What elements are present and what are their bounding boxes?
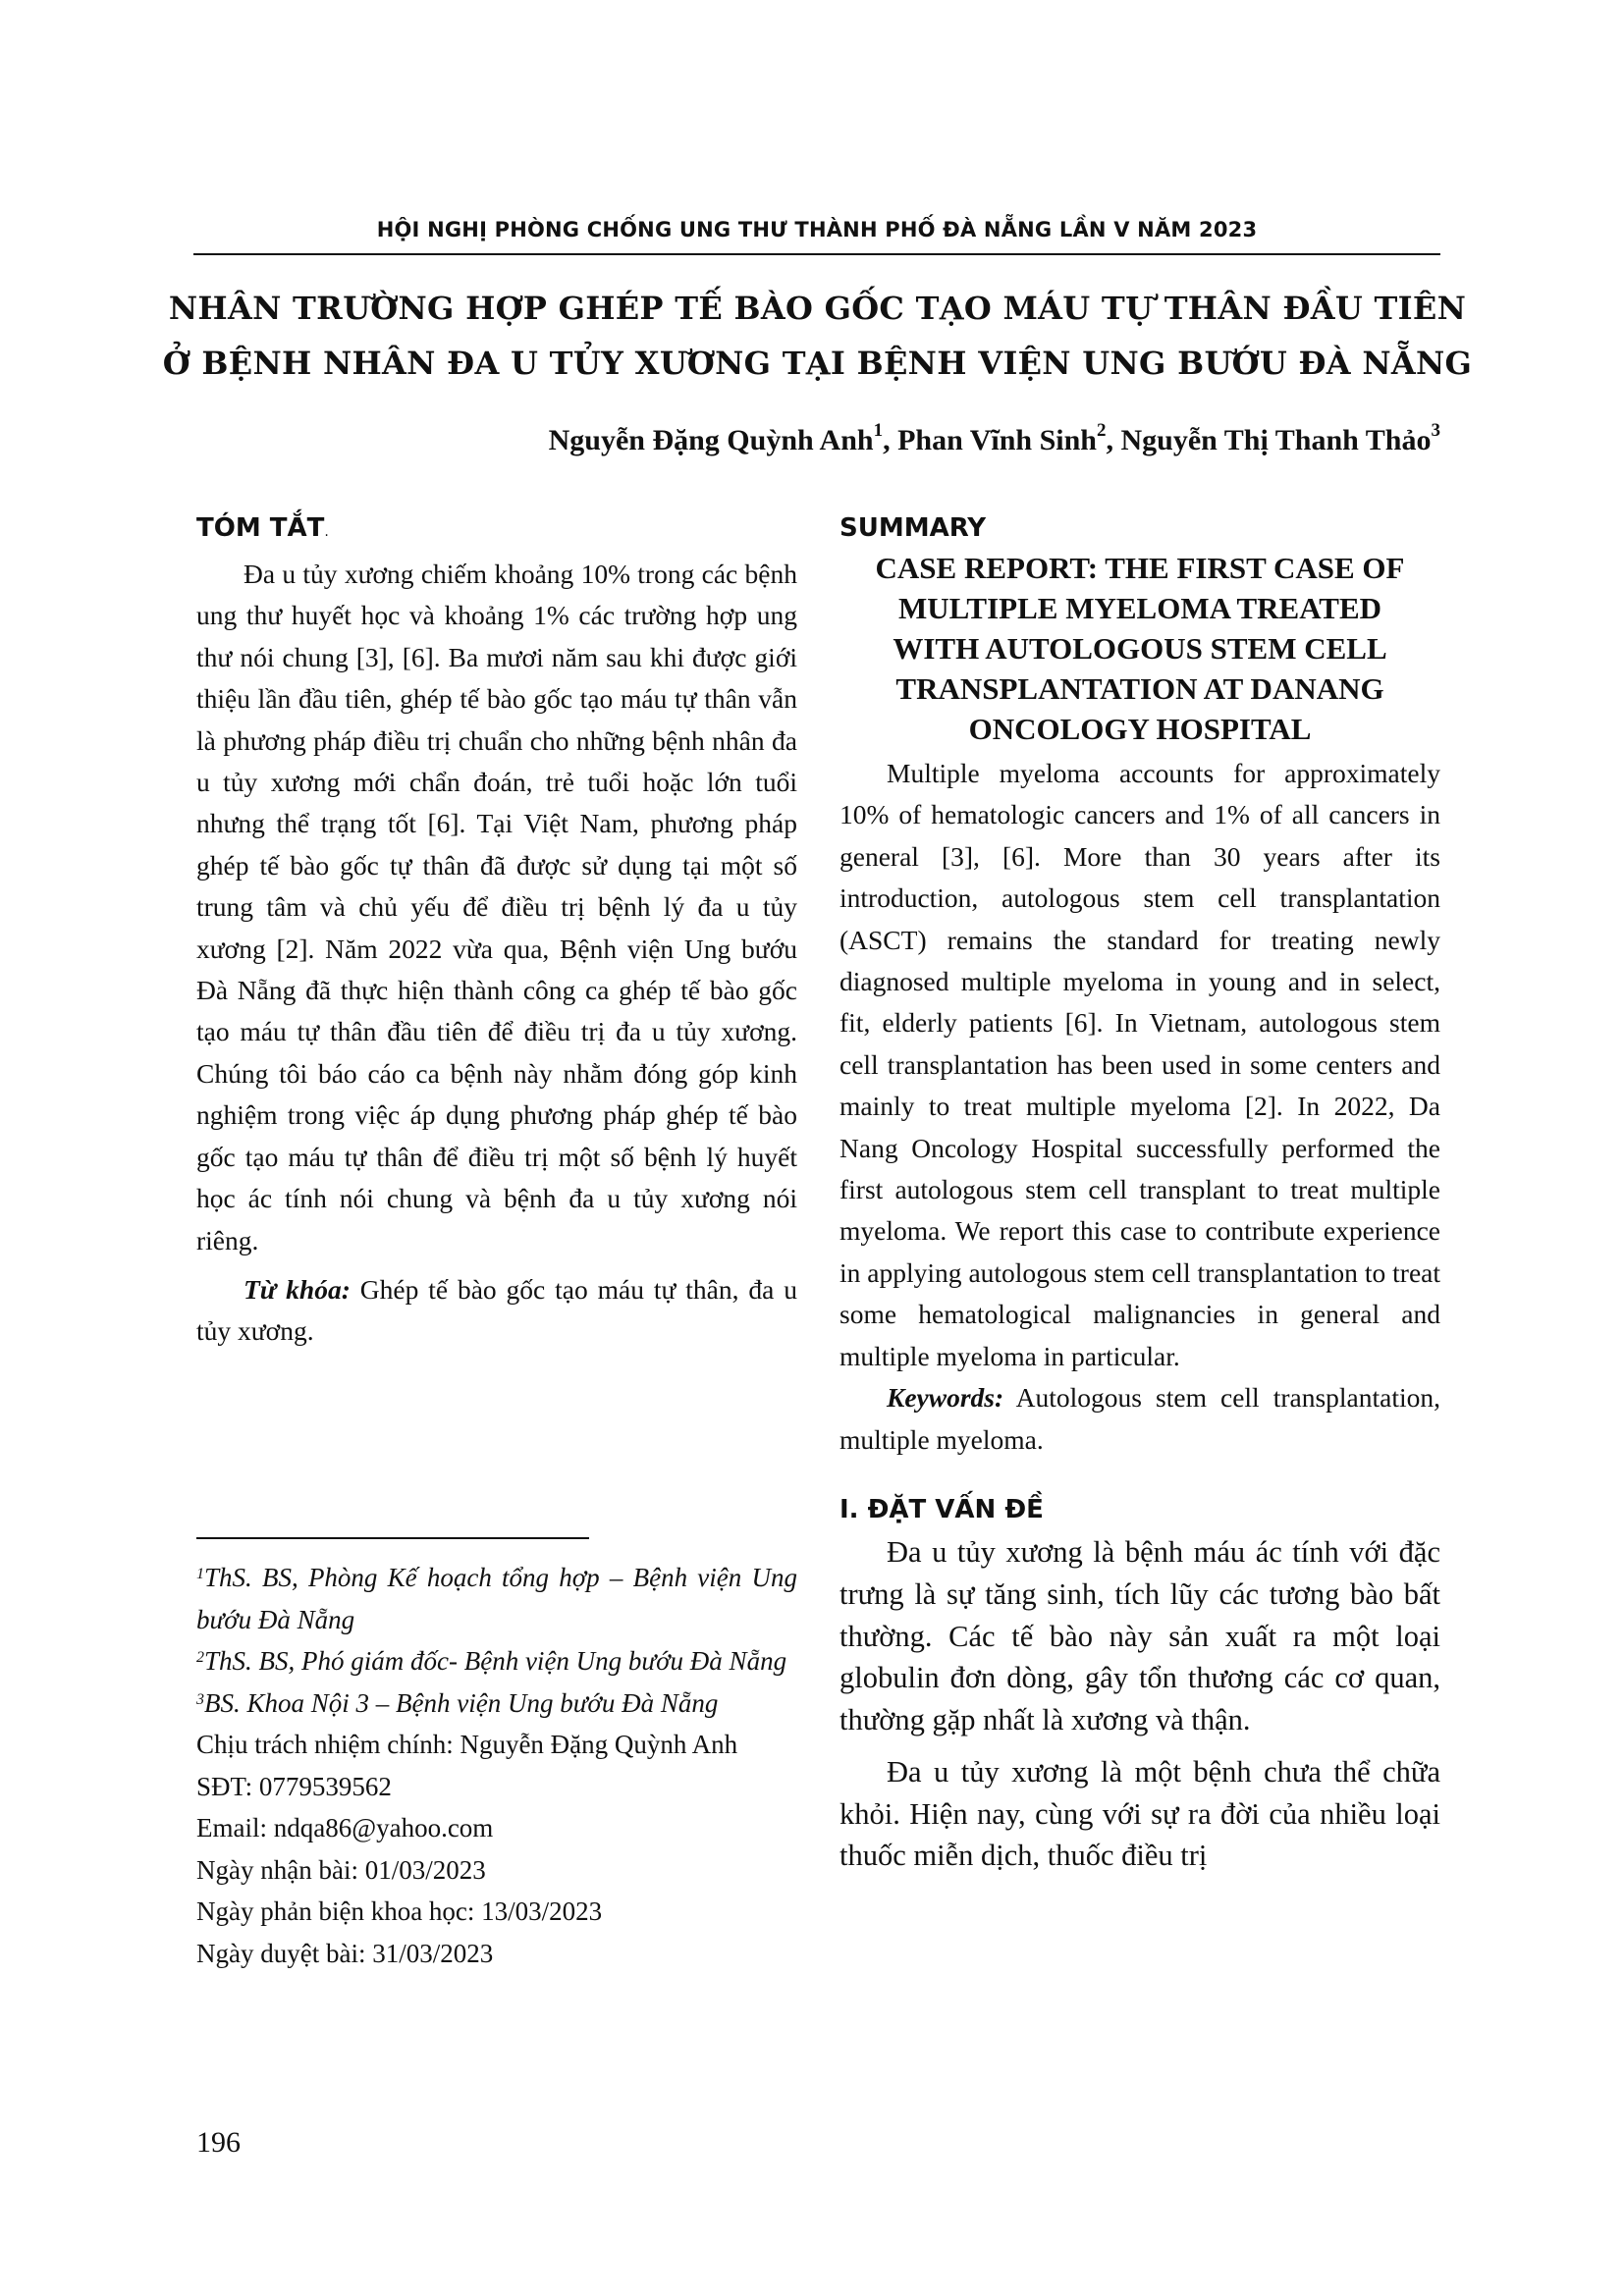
keywords-label: Từ khóa: [244,1273,351,1305]
corresponding-author: Chịu trách nhiệm chính: Nguyễn Đặng Quỳnh Anh [196,1730,738,1759]
author-affiliation-mark: 1 [873,420,884,441]
author-name: Nguyễn Đặng Quỳnh Anh [548,424,874,456]
keywords-text: Ghép tế bào gốc tạo máu tự thân, đa u tủy xương. [196,1273,797,1347]
footnotes [196,1557,797,1974]
review-date: Ngày phản biện khoa học: 13/03/2023 [196,1896,603,1926]
affiliation-mark: 1 [196,1566,204,1582]
abstract-en-heading: SUMMARY [839,513,987,543]
abstract-en-title-line: WITH AUTOLOGOUS STEM CELL [893,631,1387,666]
affiliation-note [196,1557,797,1640]
page-number: 196 [196,2126,241,2159]
phone-number: SĐT: 0779539562 [196,1771,392,1801]
introduction-paragraph: Đa u tủy xương là bệnh máu ác tính với đặc trưng là sự tăng sinh, tích lũy các tương bào bất thường. Các tế bào này sản xuất ra một loại globulin đơn dòng, gây tổn thương các cơ quan, thường gặp nhất là xương và thận. [839,1534,1440,1737]
article-title-line: NHÂN TRƯỜNG HỢP GHÉP TẾ BÀO GỐC TẠO MÁU TỰ THÂN ĐẦU TIÊN [168,290,1467,327]
affiliation-text: ThS. BS, Phó giám đốc- Bệnh viện Ung bướu Đà Nẵng [204,1646,787,1676]
author-list [548,420,1440,457]
abstract-vi-heading-dot: . [324,524,329,540]
article-title [147,281,1488,391]
author-affiliation-mark: 2 [1096,420,1107,441]
abstract-vi-heading-text: TÓM TẮT [196,513,325,543]
abstract-en-title [839,548,1440,749]
running-header: HỘI NGHỊ PHÒNG CHỐNG UNG THƯ THÀNH PHỐ ĐÀ NẴNG LẦN V NĂM 2023 [376,218,1258,241]
right-column [839,508,1440,1877]
abstract-vi-body: Đa u tủy xương chiếm khoảng 10% trong các bệnh ung thư huyết học và khoảng 1% các trường hợp ung thư nói chung [3], [6]. Ba mươi năm sau khi được giới thiệu lần đầu tiên, ghép tế bào gốc tạo máu tự thân vẫn là phương pháp điều trị chuẩn cho những bệnh nhân đa u tủy xương mới chẩn đoán, trẻ tuổi hoặc lớn tuổi nhưng thể trạng tốt [6]. Tại Việt Nam, phương pháp ghép tế bào gốc tự thân đã được sử dụng tại một số trung tâm và chủ yếu để điều trị bệnh lý đa u tủy xương [2]. Năm 2022 vừa qua, Bệnh viện Ung bướu Đà Nẵng đã thực hiện thành công ca ghép tế bào gốc tạo máu tự thân đầu tiên để điều trị đa u tủy xương. Chúng tôi báo cáo ca bệnh này nhằm đóng góp kinh nghiệm trong việc áp dụng phương pháp ghép tế bào gốc tạo máu tự thân để điều trị một số bệnh lý huyết học ác tính nói chung và bệnh đa u tủy xương nói riêng. [196,559,797,1255]
received-date: Ngày nhận bài: 01/03/2023 [196,1854,486,1885]
abstract-en-keywords [839,1377,1440,1461]
keywords-text: Autologous stem cell transplantation, multiple myeloma. [839,1382,1440,1455]
email-address: Email: ndqa86@yahoo.com [196,1813,494,1842]
affiliation-note [196,1682,797,1725]
abstract-vi-keywords [196,1269,797,1353]
affiliation-mark: 2 [196,1649,204,1666]
author-separator: , [1106,424,1121,456]
introduction-paragraph: Đa u tủy xương là một bệnh chưa thể chữa khỏi. Hiện nay, cùng với sự ra đời của nhiều loại thuốc miễn dịch, thuốc điều trị [839,1754,1440,1873]
approval-date: Ngày duyệt bài: 31/03/2023 [196,1938,494,1968]
author-name: Nguyễn Thị Thanh Thảo [1120,424,1432,456]
abstract-en-body: Multiple myeloma accounts for approximately 10% of hematologic cancers and 1% of all cancers in general [3], [6]. More than 30 years after its introduction, autologous stem cell transplantation (ASCT) remains the standard for treating newly diagnosed multiple myeloma in young and in select, fit, elderly patients [6]. In Vietnam, autologous stem cell transplantation has been used in some centers and mainly to treat multiple myeloma [2]. In 2022, Da Nang Oncology Hospital successfully performed the first autologous stem cell transplant to treat multiple myeloma. We report this case to contribute experience in applying autologous stem cell transplantation to treat some hematological malignancies in general and multiple myeloma in particular. [839,758,1440,1371]
abstract-en-title-line: TRANSPLANTATION AT DANANG [895,671,1384,706]
abstract-en-title-line: MULTIPLE MYELOMA TREATED [897,591,1382,625]
header-rule [193,253,1440,255]
affiliation-mark: 3 [196,1690,204,1708]
article-title-line: Ở BỆNH NHÂN ĐA U TỦY XƯƠNG TẠI BỆNH VIỆN UNG BƯỚU ĐÀ NẴNG [162,345,1473,382]
author-separator: , [883,424,898,456]
abstract-en-title-line: ONCOLOGY HOSPITAL [968,712,1312,746]
keywords-label: Keywords: [887,1382,1004,1414]
author-name: Phan Vĩnh Sinh [897,424,1097,456]
introduction-heading: I. ĐẶT VẤN ĐỀ [839,1494,1044,1524]
left-column [196,508,797,1353]
affiliation-text: BS. Khoa Nội 3 – Bệnh viện Ung bướu Đà Nẵng [204,1687,719,1718]
affiliation-text: ThS. BS, Phòng Kế hoạch tổng hợp – Bệnh viện Ung bướu Đà Nẵng [196,1563,797,1634]
abstract-vi-heading [196,508,797,548]
author-affiliation-mark: 3 [1431,420,1440,441]
affiliation-note [196,1640,797,1682]
footnote-rule [196,1537,589,1539]
abstract-en-title-line: CASE REPORT: THE FIRST CASE OF [875,551,1405,585]
